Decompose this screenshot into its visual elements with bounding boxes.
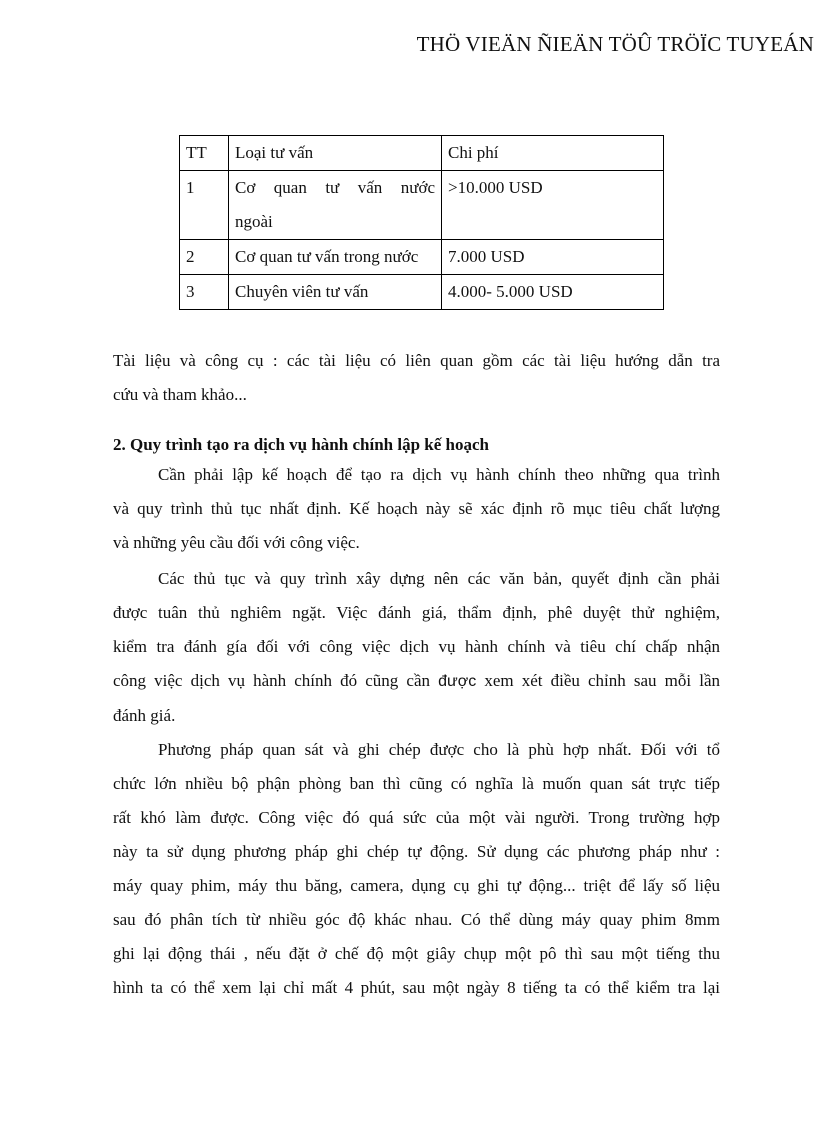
text-line: sau đó phân tích từ nhiều góc độ khác nhau. Có thể dùng máy quay phim 8mm <box>113 910 720 929</box>
text-segment: công việc dịch vụ hành chính đó cũng cần <box>113 671 439 690</box>
text-line: Các thủ tục và quy trình xây dựng nên các văn bản, quyết định cần phải <box>158 569 720 588</box>
text-line: được tuân thủ nghiêm ngặt. Việc đánh giá, thẩm định, phê duyệt thử nghiệm, <box>113 603 720 622</box>
row-type: Chuyên viên tư vấn <box>229 275 442 310</box>
text-line: ghi lại động thái , nếu đặt ở chế độ một giây chụp một pô thì sau một tiếng thu <box>113 944 720 963</box>
table-header-row <box>180 136 664 171</box>
header-tt: TT <box>180 136 229 171</box>
text-line: rất khó làm được. Công việc đó quá sức của một vài người. Trong trường hợp <box>113 808 720 827</box>
text-line: đánh giá. <box>113 706 176 725</box>
row-type <box>229 171 442 240</box>
body-paragraph-3 <box>113 733 720 1005</box>
row-tt: 3 <box>180 275 229 310</box>
body-paragraph-1 <box>113 458 720 560</box>
table-row <box>180 171 664 240</box>
text-line: cứu và tham khảo... <box>113 385 247 404</box>
row-cost: >10.000 USD <box>442 171 664 240</box>
text-line: Tài liệu và công cụ : các tài liệu có liên quan gồm các tài liệu hướng dẫn tra <box>113 351 720 370</box>
section-heading: 2. Quy trình tạo ra dịch vụ hành chính lập kế hoạch <box>113 435 489 454</box>
text-line: máy quay phim, máy thu băng, camera, dụng cụ ghi tự động... triệt để lấy số liệu <box>113 876 720 895</box>
text-line: và những yêu cầu đối với công việc. <box>113 533 360 552</box>
intro-paragraph <box>113 344 720 412</box>
text-segment-sans: được <box>438 673 477 690</box>
header-cost: Chi phí <box>442 136 664 171</box>
text-line: và quy trình thủ tục nhất định. Kế hoạch này sẽ xác định rõ mục tiêu chất lượng <box>113 499 720 518</box>
body-paragraph-2 <box>113 562 720 733</box>
row-type-line: ngoài <box>235 212 273 231</box>
row-tt: 1 <box>180 171 229 240</box>
row-cost: 7.000 USD <box>442 240 664 275</box>
row-type-line: Cơ quan tư vấn nước <box>235 178 435 197</box>
row-type: Cơ quan tư vấn trong nước <box>229 240 442 275</box>
text-line: hình ta có thể xem lại chỉ mất 4 phút, sau một ngày 8 tiếng ta có thể kiểm tra lại <box>113 978 720 997</box>
header-type: Loại tư vấn <box>229 136 442 171</box>
consulting-cost-table <box>179 135 664 310</box>
row-tt: 2 <box>180 240 229 275</box>
text-line: Cần phải lập kế hoạch để tạo ra dịch vụ hành chính theo những qua trình <box>158 465 720 484</box>
text-line: Phương pháp quan sát và ghi chép được cho là phù hợp nhất. Đối với tổ <box>158 740 720 759</box>
text-line <box>113 664 720 699</box>
text-line: kiểm tra đánh gía đối với công việc dịch vụ hành chính và tiêu chí chấp nhận <box>113 637 720 656</box>
page-header: THÖ VIEÄN ÑIEÄN TÖÛ TRÖÏC TUYEÁN <box>416 32 814 56</box>
text-line: này ta sử dụng phương pháp ghi chép tự động. Sử dụng các phương pháp như : <box>113 842 720 861</box>
text-line: chức lớn nhiều bộ phận phòng ban thì cũng có nghĩa là muốn quan sát trực tiếp <box>113 774 720 793</box>
row-cost: 4.000- 5.000 USD <box>442 275 664 310</box>
table-row <box>180 240 664 275</box>
table-row <box>180 275 664 310</box>
text-segment: xem xét điều chỉnh sau mỗi lần <box>476 671 720 690</box>
